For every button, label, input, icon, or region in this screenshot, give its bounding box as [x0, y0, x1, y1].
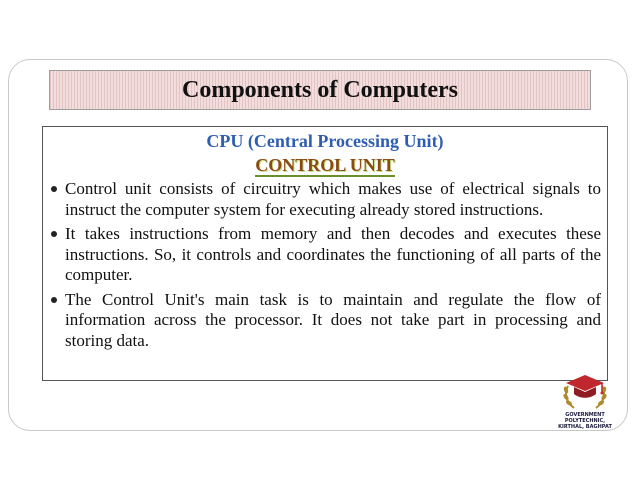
bullet-dot-icon: [51, 231, 57, 237]
bullet-item: [51, 179, 601, 220]
subtitle: CPU (Central Processing Unit): [206, 131, 444, 151]
logo-caption-line2: KIRTHAL, BAGHPAT: [558, 424, 612, 430]
bullet-text: Control unit consists of circuitry which makes use of electrical signals to instruct the computer system for executing already stored instructions.: [65, 179, 601, 219]
bullet-item: [51, 290, 601, 352]
section-title-text: CONTROL UNIT: [255, 155, 395, 175]
bullet-item: [51, 224, 601, 286]
bullet-text: The Control Unit's main task is to maintain and regulate the flow of information across the processor. It does not take part in processing and storing data.: [65, 289, 601, 350]
bullet-dot-icon: [51, 297, 57, 303]
section-title: [43, 155, 607, 176]
content-box: [42, 126, 608, 381]
graduation-cap-laurel-icon: [560, 372, 610, 412]
logo-caption-line1: GOVERNMENT POLYTECHNIC,: [564, 412, 606, 424]
bullet-list: [51, 179, 601, 355]
slide-title: Components of Computers: [182, 76, 458, 103]
logo-caption: [546, 412, 624, 430]
title-bar: [49, 70, 591, 110]
bullet-dot-icon: [51, 186, 57, 192]
institution-logo: [546, 372, 624, 430]
bullet-text: It takes instructions from memory and then decodes and executes these instructions. So, it controls and coordinates the functioning of all parts of the computer.: [65, 224, 601, 284]
